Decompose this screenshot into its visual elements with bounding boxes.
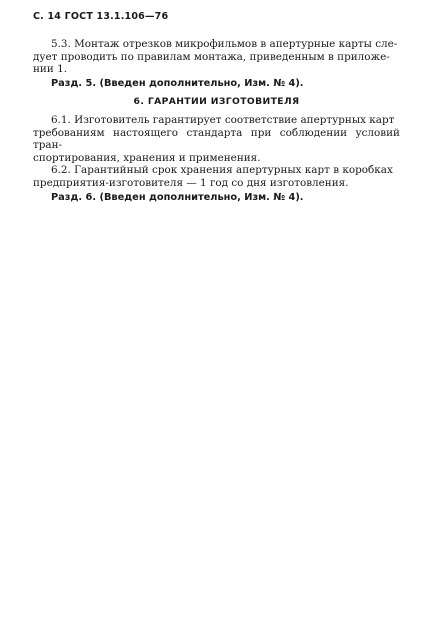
section-5-block bbox=[33, 38, 400, 90]
section-6-note: Разд. 6. (Введен дополнительно, Изм. № 4). bbox=[51, 191, 304, 203]
paragraph-5-3-line-2: дует проводить по правилам монтажа, приведенным в приложе- bbox=[33, 50, 390, 63]
paragraph-6-2-line-2: предприятия-изготовителя — 1 год со дня изготовления. bbox=[33, 176, 349, 189]
paragraph-5-3 bbox=[33, 38, 400, 76]
paragraph-6-1 bbox=[33, 114, 400, 164]
paragraph-6-1-line-2: требованиям настоящего стандарта при соблюдении условий тран- bbox=[33, 126, 400, 152]
paragraph-5-3-line-3: нии 1. bbox=[33, 63, 67, 76]
page-header: С. 14 ГОСТ 13.1.106—76 bbox=[33, 11, 169, 22]
paragraph-6-1-line-1: 6.1. Изготовитель гарантирует соответствие апертурных карт bbox=[51, 114, 395, 126]
paragraph-6-1-line-3: спортирования, хранения и применения. bbox=[33, 151, 261, 164]
section-6-title: 6. ГАРАНТИИ ИЗГОТОВИТЕЛЯ bbox=[133, 96, 300, 107]
section-5-note: Разд. 5. (Введен дополнительно, Изм. № 4). bbox=[51, 77, 304, 89]
paragraph-6-2-line-1: 6.2. Гарантийный срок хранения апертурных карт в коробках bbox=[51, 164, 393, 177]
paragraph-6-2 bbox=[33, 164, 400, 189]
paragraph-5-3-line-1: 5.3. Монтаж отрезков микрофильмов в апертурные карты сле- bbox=[51, 38, 398, 50]
section-6-block bbox=[33, 114, 400, 204]
